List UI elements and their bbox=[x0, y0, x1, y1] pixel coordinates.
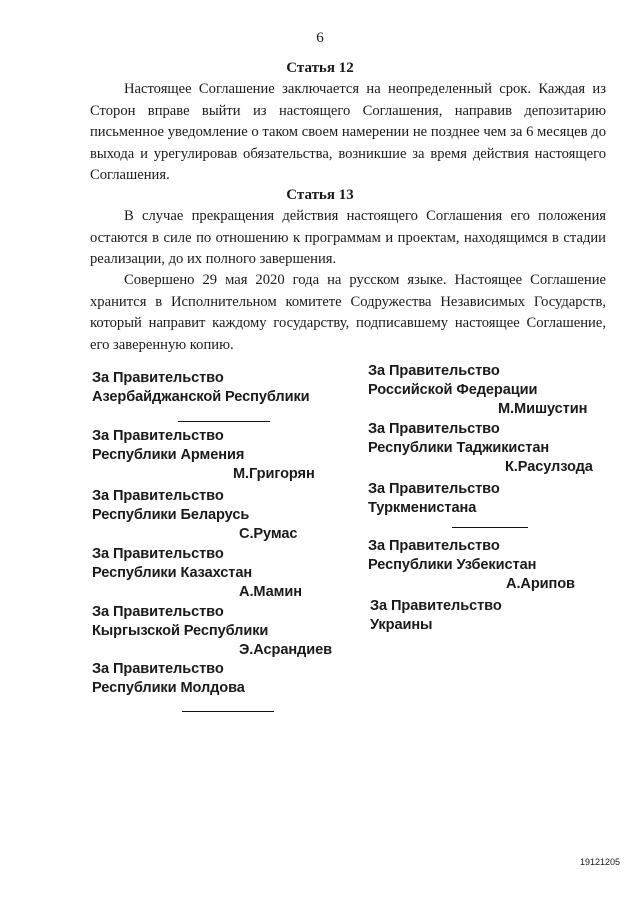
signature-country: Кыргызской Республики bbox=[92, 623, 269, 639]
signature-block-uzbekistan bbox=[368, 537, 575, 594]
signature-label: За Правительство bbox=[92, 604, 224, 620]
signer-name: К.Расулзода bbox=[505, 459, 593, 475]
signer-name: М.Мишустин bbox=[498, 401, 588, 417]
signature-label: За Правительство bbox=[370, 598, 502, 614]
signature-block-kazakhstan bbox=[92, 545, 302, 602]
signature-line bbox=[452, 527, 528, 528]
signature-label: За Правительство bbox=[368, 363, 500, 379]
page-number: 6 bbox=[316, 30, 324, 46]
signature-country: Республики Казахстан bbox=[92, 565, 253, 581]
signature-country: Республики Беларусь bbox=[92, 507, 250, 523]
signature-label: За Правительство bbox=[368, 421, 500, 437]
signature-block-kyrgyzstan bbox=[92, 603, 332, 660]
signature-country: Азербайджанской Республики bbox=[92, 389, 310, 405]
signature-label: За Правительство bbox=[92, 428, 224, 444]
signature-block-turkmenistan bbox=[368, 480, 528, 528]
signature-block-russia bbox=[368, 362, 587, 419]
document-code: 19121205 bbox=[580, 857, 621, 867]
signature-line bbox=[182, 711, 274, 712]
article-12-heading: Статья 12 bbox=[286, 60, 354, 76]
signature-block-belarus bbox=[92, 487, 297, 544]
signature-label: За Правительство bbox=[368, 538, 500, 554]
signature-block-azerbaijan bbox=[92, 369, 310, 422]
signer-name: Э.Асрандиев bbox=[239, 642, 332, 658]
signature-block-ukraine bbox=[370, 597, 502, 635]
signature-country: Республики Узбекистан bbox=[368, 557, 537, 573]
signature-block-tajikistan bbox=[368, 420, 593, 477]
signature-label: За Правительство bbox=[92, 546, 224, 562]
signature-block-moldova bbox=[92, 660, 274, 712]
article-12-text: Настоящее Соглашение заключается на неопределенный срок. Каждая из Сторон вправе выйти из настоящего Соглашения, направив депозитарию письменное уведомление о таком своем намерении не позднее чем за 6 месяцев до выхода и урегулировав обязательства, возникшие за время действия настоящего Соглашения. bbox=[90, 81, 606, 184]
signature-label: За Правительство bbox=[92, 488, 224, 504]
closing-paragraph: Совершено 29 мая 2020 года на русском языке. Настоящее Соглашение хранится в Исполнительном комитете Содружества Независимых Государств, который направит каждому государству, подписавшему настоящее Соглашение, его заверенную копию. bbox=[90, 272, 606, 353]
article-13-text: В случае прекращения действия настоящего Соглашения его положения остаются в силе по отношению к программам и проектам, находящимся в стадии реализации, до их полного завершения. bbox=[90, 208, 606, 268]
signature-block-armenia bbox=[92, 427, 315, 484]
signature-label: За Правительство bbox=[92, 661, 224, 677]
article-13-heading: Статья 13 bbox=[286, 187, 354, 203]
signature-country: Туркменистана bbox=[368, 500, 477, 516]
signature-country: Республики Молдова bbox=[92, 680, 245, 696]
signature-country: Республики Армения bbox=[92, 447, 245, 463]
signature-label: За Правительство bbox=[368, 481, 500, 497]
signature-line bbox=[178, 421, 270, 422]
signer-name: С.Румас bbox=[239, 526, 298, 542]
signature-country: Украины bbox=[370, 617, 433, 633]
signer-name: А.Мамин bbox=[239, 584, 302, 600]
signature-label: За Правительство bbox=[92, 370, 224, 386]
signature-country: Российской Федерации bbox=[368, 382, 538, 398]
signer-name: М.Григорян bbox=[233, 466, 315, 482]
signer-name: А.Арипов bbox=[506, 576, 575, 592]
signature-country: Республики Таджикистан bbox=[368, 440, 550, 456]
